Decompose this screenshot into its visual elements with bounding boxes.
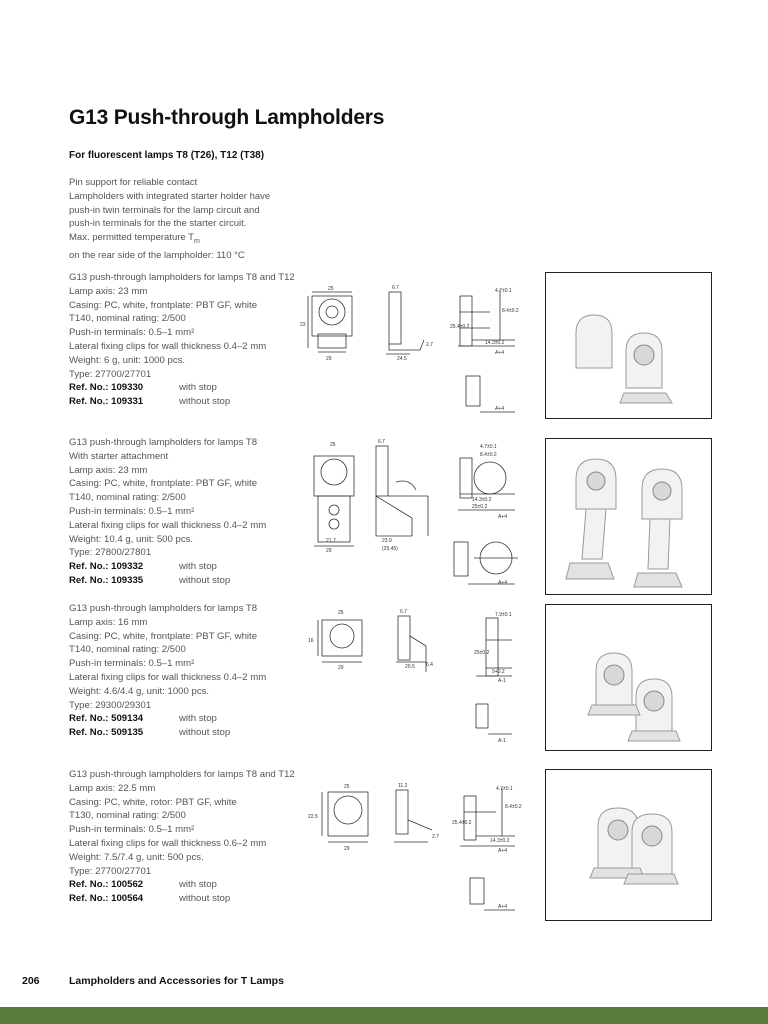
spec-line: Casing: PC, white, frontplate: PBT GF, white <box>69 299 258 311</box>
section-title: Lampholders and Accessories for T Lamps <box>69 975 284 987</box>
product-spec-2 <box>69 436 319 588</box>
product-spec-4 <box>69 768 319 906</box>
intro-line <box>69 231 319 249</box>
spec-line: Lateral fixing clips for wall thickness 0.4–2 mm <box>69 340 267 352</box>
spec-line: Push-in terminals: 0.5–1 mm² <box>69 505 195 517</box>
spec-line: With starter attachment <box>69 450 169 462</box>
ref-number: Ref. No.: 100564 <box>69 893 144 905</box>
ref-row <box>69 892 319 906</box>
spec-line: G13 push-through lampholders for lamps T8 <box>69 437 258 448</box>
ref-number: Ref. No.: 100562 <box>69 879 144 891</box>
spec-line: Casing: PC, white, frontplate: PBT GF, white <box>69 630 258 642</box>
dim-label: 29 <box>326 548 332 554</box>
spec-line: Lateral fixing clips for wall thickness 0.4–2 mm <box>69 519 267 531</box>
dim-label: 7.9±0.1 <box>495 612 512 618</box>
dim-label: 25 <box>344 784 350 790</box>
dim-label: 20.5 <box>405 664 415 670</box>
dim-label: A+4 <box>498 514 508 520</box>
lampholder-photo-icon <box>546 605 711 750</box>
ref-row <box>69 574 319 588</box>
product-spec-1 <box>69 271 319 409</box>
page-subtitle: For fluorescent lamps T8 (T26), T12 (T38) <box>69 150 265 161</box>
spec-line: T140, nominal rating: 2/500 <box>69 492 186 504</box>
dim-label: 8.4±0.2 <box>502 308 519 314</box>
product-photo-3 <box>545 604 712 751</box>
intro-temp-subscript: m <box>193 238 200 246</box>
technical-drawing-4 <box>300 780 525 920</box>
dim-label: 25±0.2 <box>472 504 488 510</box>
spec-line: G13 push-through lampholders for lamps T8 and T12 <box>69 272 295 283</box>
spec-line: Weight: 10.4 g, unit: 500 pcs. <box>69 533 194 545</box>
intro-text <box>69 176 319 263</box>
spec-line: Casing: PC, white, frontplate: PBT GF, white <box>69 478 258 490</box>
spec-line: Lamp axis: 23 mm <box>69 285 148 297</box>
ref-row <box>69 726 319 740</box>
ref-row <box>69 878 319 892</box>
dim-label: 2.7 <box>432 834 439 840</box>
spec-line: Type: 27700/27701 <box>69 865 152 877</box>
intro-line: push-in terminals for the the starter circuit. <box>69 218 247 230</box>
intro-line: Lampholders with integrated starter holder have <box>69 190 271 202</box>
spec-line: Type: 27800/27801 <box>69 547 152 559</box>
product-photo-2 <box>545 438 712 595</box>
product-photo-1 <box>545 272 712 419</box>
dim-label: 6.7 <box>400 609 407 615</box>
dim-label: 14.3±0.2 <box>472 497 492 503</box>
ref-note: without stop <box>179 727 231 739</box>
technical-drawing-2 <box>300 438 525 593</box>
ref-number: Ref. No.: 109332 <box>69 561 144 573</box>
product-spec-3 <box>69 602 319 740</box>
ref-number: Ref. No.: 509135 <box>69 727 144 739</box>
spec-line: Push-in terminals: 0.5–1 mm² <box>69 658 195 670</box>
dim-label: 29 <box>338 665 344 671</box>
ref-number: Ref. No.: 109331 <box>69 396 144 408</box>
product-photo-4 <box>545 769 712 921</box>
ref-note: with stop <box>179 713 217 725</box>
ref-note: with stop <box>179 879 217 891</box>
dim-label: A+4 <box>498 848 508 854</box>
ref-note: without stop <box>179 574 231 586</box>
dim-label: 4.7±0.1 <box>495 288 512 294</box>
dim-label: 24.5 <box>397 356 407 362</box>
intro-line: on the rear side of the lampholder: 110 °C <box>69 249 245 261</box>
dim-label: A-1 <box>498 738 506 744</box>
dim-label: 8.4±0.2 <box>480 452 497 458</box>
spec-line: Lamp axis: 23 mm <box>69 464 148 476</box>
dim-label: 11.2 <box>398 783 408 789</box>
ref-row <box>69 395 319 409</box>
dim-label: 25±0.2 <box>474 650 490 656</box>
spec-line: Type: 27700/27701 <box>69 368 152 380</box>
intro-line: Pin support for reliable contact <box>69 177 198 188</box>
ref-note: with stop <box>179 561 217 573</box>
ref-number: Ref. No.: 509134 <box>69 713 144 725</box>
dim-label: A+4 <box>495 350 505 356</box>
spec-line: Lateral fixing clips for wall thickness 0.6–2 mm <box>69 837 267 849</box>
dim-label: 23 <box>300 322 306 328</box>
lampholder-starter-photo-icon <box>546 439 711 594</box>
spec-line: G13 push-through lampholders for lamps T8 <box>69 603 258 614</box>
ref-number: Ref. No.: 109330 <box>69 382 144 394</box>
intro-temp-label: Max. permitted temperature T <box>69 232 194 244</box>
dim-label: 25.4±0.2 <box>452 820 472 826</box>
spec-line: T130, nominal rating: 2/500 <box>69 810 186 822</box>
dim-label: 22.5 <box>308 814 318 820</box>
technical-drawing-3 <box>300 606 525 746</box>
spec-line: G13 push-through lampholders for lamps T8 and T12 <box>69 769 295 780</box>
page-number: 206 <box>22 975 40 987</box>
dim-label: A+4 <box>498 904 508 910</box>
ref-row <box>69 381 319 395</box>
dim-label: 6.7 <box>392 285 399 291</box>
spec-line: Casing: PC, white, rotor: PBT GF, white <box>69 796 237 808</box>
spec-line: Type: 29300/29301 <box>69 699 152 711</box>
spec-line: Lateral fixing clips for wall thickness 0.4–2 mm <box>69 671 267 683</box>
spec-line: T140, nominal rating: 2/500 <box>69 313 186 325</box>
dim-label: 2.7 <box>426 342 433 348</box>
dim-label: A-1 <box>498 678 506 684</box>
ref-row <box>69 712 319 726</box>
dim-label: A+4 <box>498 580 508 586</box>
dim-label: 14.3±0.2 <box>485 340 505 346</box>
dim-label: 14.3±0.2 <box>490 838 510 844</box>
dim-label: 6.7 <box>378 439 385 445</box>
dim-label: 4.7±0.1 <box>496 786 513 792</box>
spec-line: Weight: 7.5/7.4 g, unit: 500 pcs. <box>69 851 204 863</box>
dim-label: 29 <box>344 846 350 852</box>
dim-label: 25 <box>338 610 344 616</box>
ref-row <box>69 560 319 574</box>
ref-note: without stop <box>179 396 231 408</box>
dim-label: 25 <box>328 286 334 292</box>
dim-label: (25.45) <box>382 546 398 552</box>
dim-label: 25 <box>330 442 336 448</box>
dim-label: 29 <box>326 356 332 362</box>
spec-line: Push-in terminals: 0.5–1 mm² <box>69 327 195 339</box>
lampholder-photo-icon <box>546 770 711 920</box>
ref-note: with stop <box>179 382 217 394</box>
spec-line: Lamp axis: 22.5 mm <box>69 782 156 794</box>
dim-label: 4.7±0.1 <box>480 444 497 450</box>
technical-drawing-1 <box>300 282 525 422</box>
spec-line: Lamp axis: 16 mm <box>69 616 148 628</box>
dim-label: 25.4±0.2 <box>450 324 470 330</box>
spec-line: Push-in terminals: 0.5–1 mm² <box>69 824 195 836</box>
dim-label: 9+0.2 <box>492 669 505 675</box>
dim-label: A+4 <box>495 406 505 412</box>
spec-line: T140, nominal rating: 2/500 <box>69 644 186 656</box>
lampholder-photo-icon <box>546 273 711 418</box>
dim-label: 8.4±0.2 <box>505 804 522 810</box>
intro-line: push-in twin terminals for the lamp circuit and <box>69 204 260 216</box>
spec-line: Weight: 6 g, unit: 1000 pcs. <box>69 354 186 366</box>
dim-label: 16 <box>308 638 314 644</box>
spec-line: Weight: 4.6/4.4 g, unit: 1000 pcs. <box>69 685 210 697</box>
ref-note: without stop <box>179 893 231 905</box>
ref-number: Ref. No.: 109335 <box>69 574 144 586</box>
dim-label: 23.9 <box>382 538 392 544</box>
dim-label: 21.7 <box>326 538 336 544</box>
footer-band <box>0 1007 768 1024</box>
dim-label: 6.4 <box>426 662 433 668</box>
page-title: G13 Push-through Lampholders <box>69 106 385 129</box>
